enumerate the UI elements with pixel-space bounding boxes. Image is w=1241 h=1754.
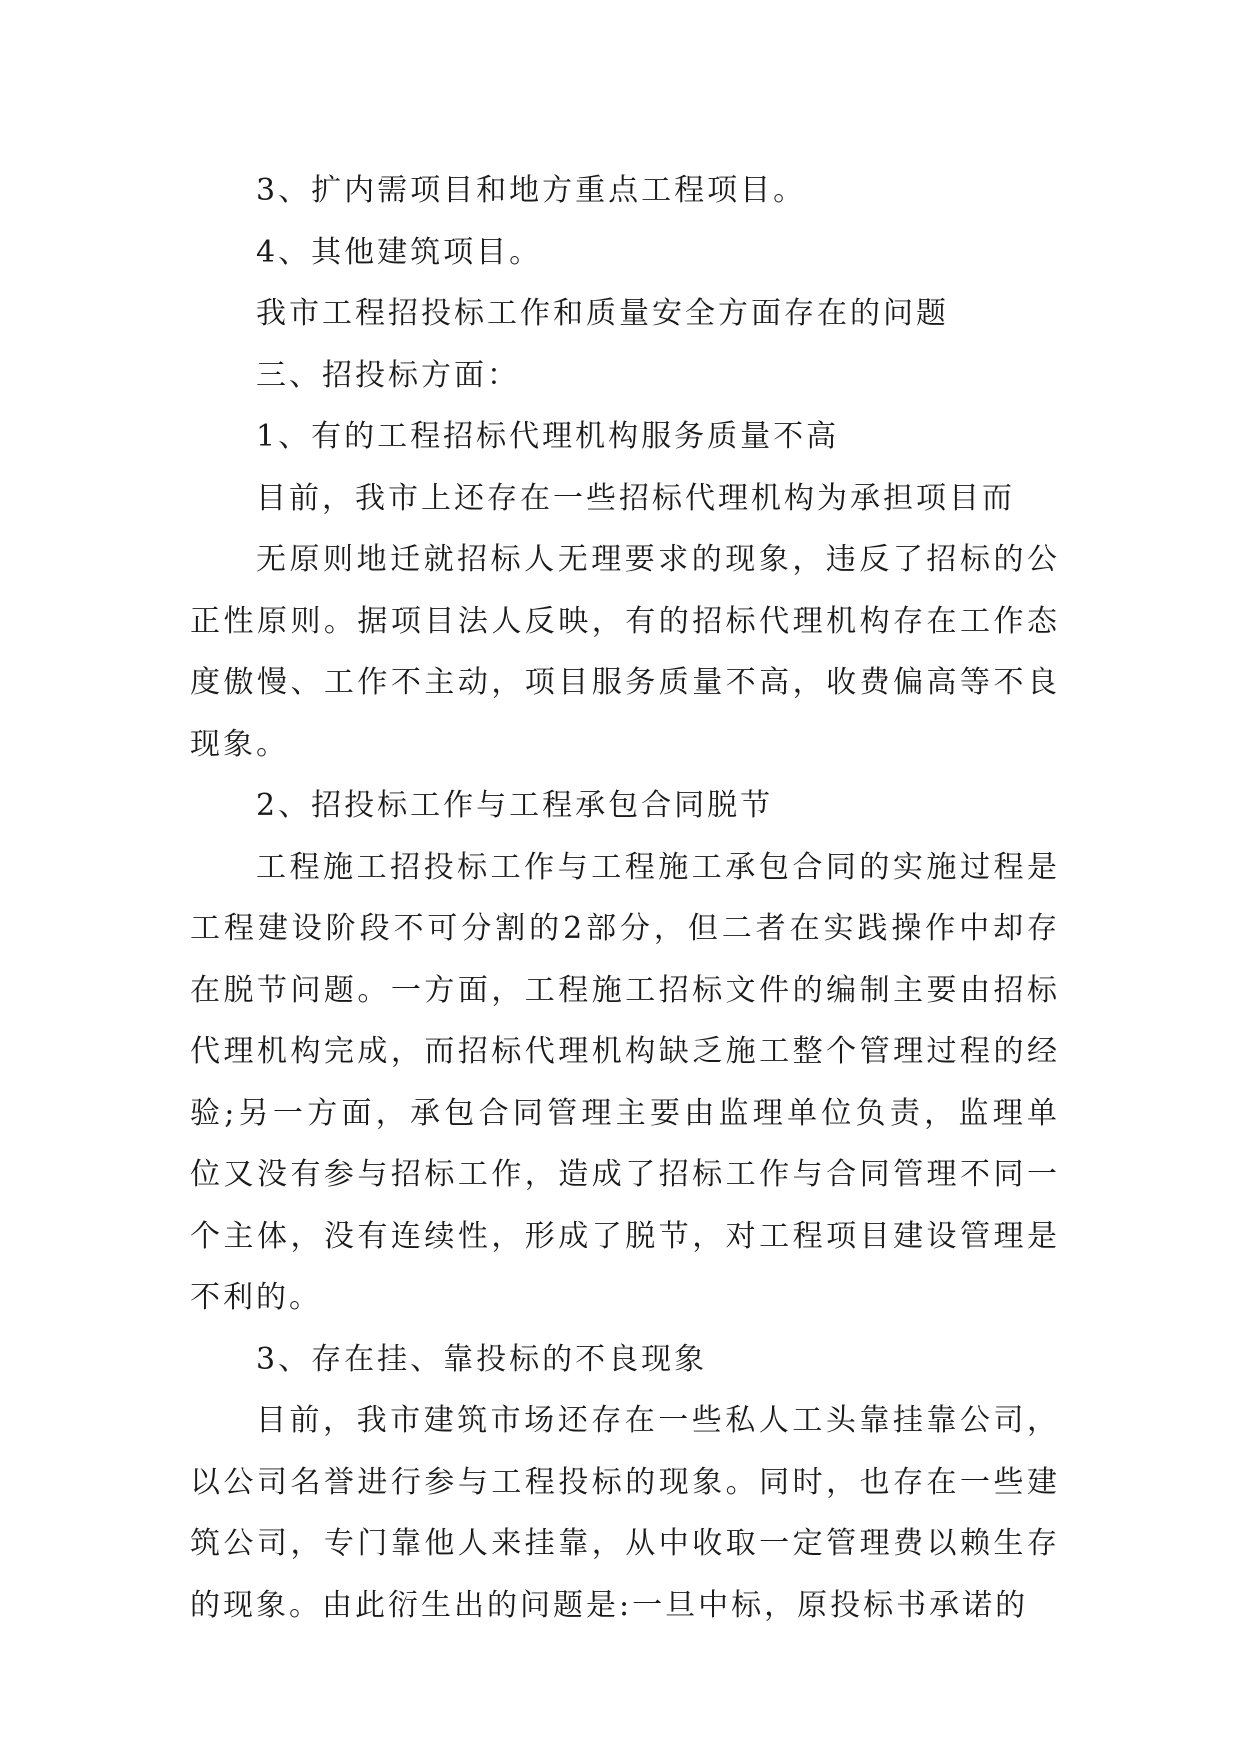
section-heading: 三、招投标方面： — [256, 357, 520, 393]
paragraph: 无原则地迁就招标人无理要求的现象，违反了招标的公正性原则。据项目法人反映，有的招标代理机构存在工作态度傲慢、工作不主动，项目服务质量不高，收费偏高等不良现象。 — [190, 542, 1060, 762]
issue-heading-2: 2、招投标工作与工程承包合同脱节 — [256, 788, 774, 823]
paragraph: 工程施工招投标工作与工程施工承包合同的实施过程是工程建设阶段不可分割的2部分，但二者在实践操作中却存在脱节问题。一方面，工程施工招标文件的编制主要由招标代理机构完成，而招标代理机构缺乏施工整个管理过程的经验;另一方面，承包合同管理主要由监理单位负责，监理单位又没有参与招标工作，造成了招标工作与合同管理不同一个主体，没有连续性，形成了脱节，对工程项目建设管理是不利的。 — [190, 849, 1060, 1315]
issue-heading-3: 3、存在挂、靠投标的不良现象 — [256, 1341, 708, 1377]
list-item-4: 4、其他建筑项目。 — [256, 234, 543, 270]
list-item-3: 3、扩内需项目和地方重点工程项目。 — [256, 173, 807, 208]
issue-heading-1: 1、有的工程招标代理机构服务质量不高 — [256, 419, 840, 454]
document-body — [190, 160, 1060, 1636]
paragraph: 目前，我市上还存在一些招标代理机构为承担项目而 — [256, 480, 1015, 516]
paragraph: 目前，我市建筑市场还存在一些私人工头靠挂靠公司，以公司名誉进行参与工程投标的现象。同时，也存在一些建筑公司，专门靠他人来挂靠，从中收取一定管理费以赖生存的现象。由此衍生出的问题是:一旦中标，原投标书承诺的 — [190, 1403, 1060, 1623]
section-subtitle: 我市工程招投标工作和质量安全方面存在的问题 — [256, 296, 949, 331]
